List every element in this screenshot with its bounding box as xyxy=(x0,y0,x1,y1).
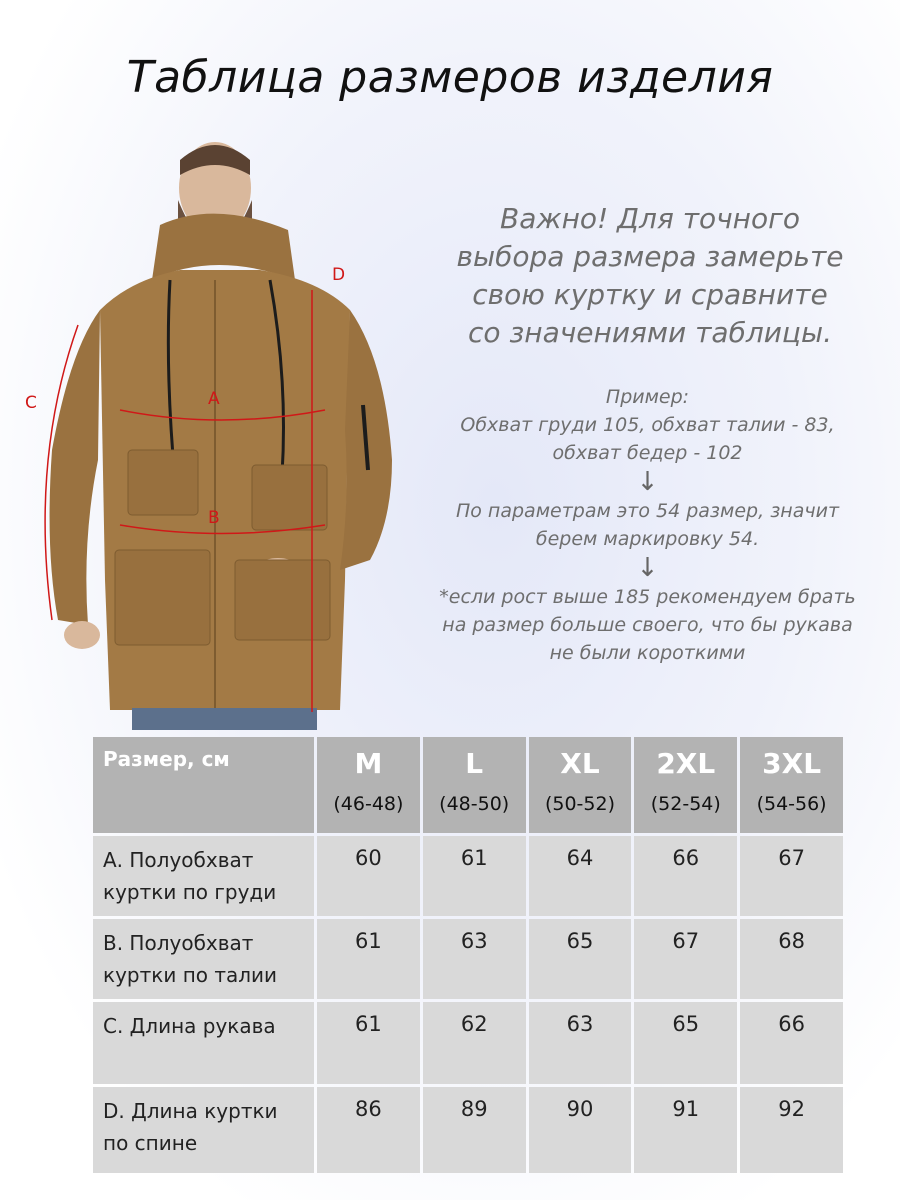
row-label-line: D. Длина куртки xyxy=(103,1099,278,1123)
table-cell: 90 xyxy=(529,1087,632,1173)
example-line: обхват бедер - 102 xyxy=(552,442,743,464)
size-table xyxy=(90,734,846,1176)
size-code: M xyxy=(354,747,383,780)
table-cell: 67 xyxy=(634,919,737,999)
table-cell: 61 xyxy=(317,1002,420,1084)
example-note: *если рост выше 185 рекомендуем брать xyxy=(439,586,856,608)
table-cell: 66 xyxy=(740,1002,843,1084)
model-jeans xyxy=(132,708,317,730)
table-cell: 60 xyxy=(317,836,420,916)
table-header-row xyxy=(93,737,843,833)
size-range: (50-52) xyxy=(544,793,616,815)
row-label-line: В. Полуобхват xyxy=(103,931,254,955)
table-cell: 64 xyxy=(529,836,632,916)
size-range: (48-50) xyxy=(439,793,510,815)
important-note xyxy=(420,200,880,352)
table-row xyxy=(93,1087,843,1173)
important-line: свою куртку и сравните xyxy=(472,278,828,311)
important-line: со значениями таблицы. xyxy=(467,316,832,349)
table-cell: 67 xyxy=(740,836,843,916)
arrow-down-icon: ↓ xyxy=(636,467,659,497)
important-line: Важно! Для точного xyxy=(500,202,800,235)
table-cell: 62 xyxy=(423,1002,526,1084)
table-cell: 63 xyxy=(529,1002,632,1084)
marker-d-label: D xyxy=(332,265,346,285)
table-cell: 68 xyxy=(740,919,843,999)
example-note: на размер больше своего, что бы рукава xyxy=(442,614,853,636)
size-column-header xyxy=(740,737,843,833)
row-label xyxy=(93,836,314,916)
size-column-header xyxy=(317,737,420,833)
row-label xyxy=(93,919,314,999)
jacket-illustration xyxy=(20,130,420,730)
row-label xyxy=(93,1087,314,1173)
arrow-down-icon: ↓ xyxy=(636,553,659,583)
marker-c-label: C xyxy=(25,393,37,413)
chest-pocket-left xyxy=(128,450,198,515)
example-note: не были короткими xyxy=(549,642,746,664)
jacket-diagram xyxy=(20,130,420,730)
row-label-line: куртки по груди xyxy=(103,880,277,904)
table-cell: 61 xyxy=(317,919,420,999)
row-label-line: А. Полуобхват xyxy=(103,848,254,872)
important-line: выбора размера замерьте xyxy=(456,240,844,273)
size-code: 2XL xyxy=(656,747,716,780)
jacket-left-sleeve xyxy=(50,310,100,625)
example-heading: Пример: xyxy=(605,386,690,408)
example-result: По параметрам это 54 размер, значит xyxy=(455,500,840,522)
lower-pocket-left xyxy=(115,550,210,645)
size-code: 3XL xyxy=(762,747,822,780)
table-cell: 65 xyxy=(529,919,632,999)
table-cell: 86 xyxy=(317,1087,420,1173)
example-block xyxy=(395,383,900,667)
table-cell: 66 xyxy=(634,836,737,916)
table-cell: 89 xyxy=(423,1087,526,1173)
table-cell: 63 xyxy=(423,919,526,999)
model-left-hand xyxy=(64,621,100,649)
table-cell: 61 xyxy=(423,836,526,916)
example-result: берем маркировку 54. xyxy=(535,528,760,550)
row-label-line: С. Длина рукава xyxy=(103,1014,276,1038)
table-row xyxy=(93,1002,843,1084)
table-cell: 91 xyxy=(634,1087,737,1173)
table-row xyxy=(93,919,843,999)
lower-pocket-right xyxy=(235,560,330,640)
row-label-line: куртки по талии xyxy=(103,963,278,987)
size-range: (54-56) xyxy=(756,793,827,815)
size-column-header xyxy=(423,737,526,833)
table-row xyxy=(93,836,843,916)
example-line: Обхват груди 105, обхват талии - 83, xyxy=(460,414,835,436)
size-range: (46-48) xyxy=(333,793,404,815)
size-column-header xyxy=(529,737,632,833)
chest-pocket-right xyxy=(252,465,327,530)
row-label xyxy=(93,1002,314,1084)
size-range: (52-54) xyxy=(650,793,721,815)
table-cell: 92 xyxy=(740,1087,843,1173)
size-code: L xyxy=(465,747,484,780)
marker-b-label: B xyxy=(208,508,220,528)
page-title: Таблица размеров изделия xyxy=(126,52,774,103)
row-label-line: по спине xyxy=(103,1131,198,1155)
table-cell: 65 xyxy=(634,1002,737,1084)
size-column-header xyxy=(634,737,737,833)
marker-a-label: A xyxy=(208,389,220,409)
table-header-label: Размер, см xyxy=(93,737,314,833)
size-code: XL xyxy=(560,747,600,780)
